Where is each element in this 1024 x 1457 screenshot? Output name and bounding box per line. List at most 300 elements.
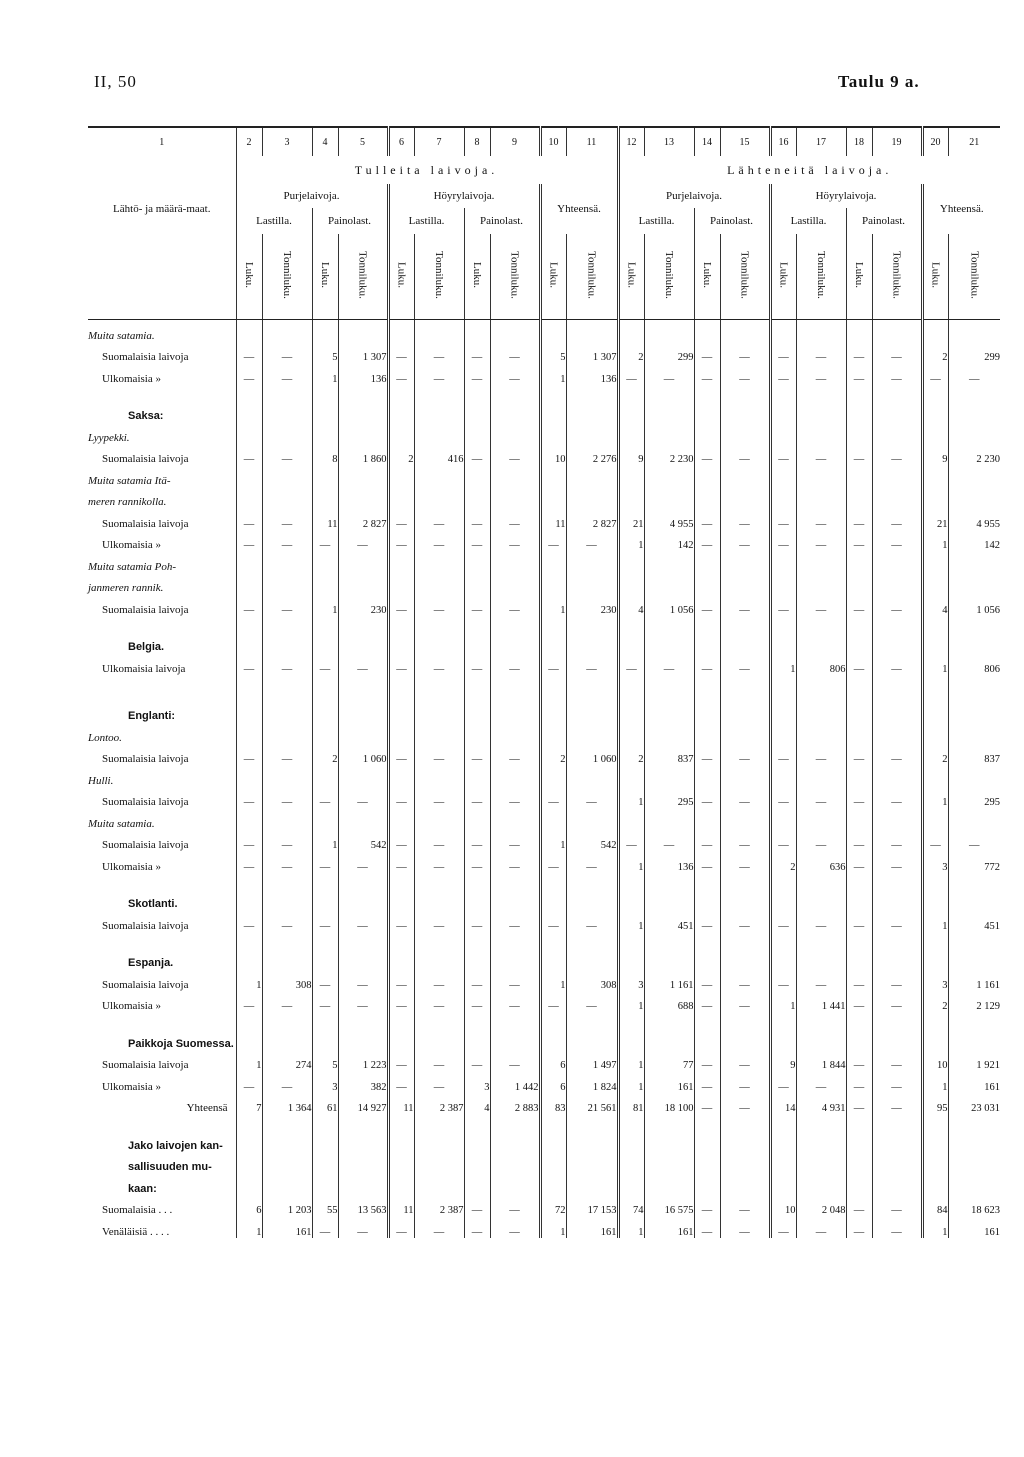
- column-number: 1: [88, 127, 236, 156]
- table-cell: 10: [922, 1050, 948, 1072]
- table-cell: [720, 1173, 770, 1195]
- tonnage-label: Tonniluku.: [508, 251, 521, 299]
- table-cell: —: [236, 594, 262, 616]
- table-cell: [414, 573, 464, 595]
- table-cell: —: [694, 991, 720, 1013]
- table-cell: —: [770, 830, 796, 852]
- table-cell: [948, 873, 1000, 889]
- row-label: Suomalaisia laivoja: [102, 351, 189, 363]
- table-cell: [644, 1114, 694, 1130]
- table-cell: [540, 551, 566, 573]
- table-cell: —: [490, 530, 540, 552]
- table-cell: —: [312, 530, 338, 552]
- table-cell: —: [720, 363, 770, 385]
- row-label: Espanja.: [128, 957, 174, 969]
- heading-row: [88, 1173, 1000, 1195]
- table-cell: [414, 1152, 464, 1174]
- table-row: [88, 1195, 1000, 1217]
- table-cell: [644, 487, 694, 509]
- row-label: Ulkomaisia »: [102, 1080, 161, 1093]
- table-cell: —: [236, 1071, 262, 1093]
- table-cell: —: [694, 1093, 720, 1115]
- table-cell: [312, 401, 338, 423]
- table-cell: —: [872, 969, 922, 991]
- table-cell: [414, 948, 464, 970]
- table-cell: —: [262, 594, 312, 616]
- table-cell: [618, 632, 644, 654]
- row-label: Lyypekki.: [88, 431, 130, 444]
- table-cell: [846, 889, 872, 911]
- table-cell: —: [338, 851, 388, 873]
- table-cell: [872, 932, 922, 948]
- table-cell: [414, 422, 464, 444]
- table-cell: [618, 948, 644, 970]
- table-cell: —: [872, 744, 922, 766]
- table-cell: [566, 675, 618, 701]
- table-cell: [720, 616, 770, 632]
- group-row: [88, 156, 1000, 184]
- row-label: Hulli.: [88, 774, 114, 787]
- table-cell: 74: [618, 1195, 644, 1217]
- table-cell: [846, 1028, 872, 1050]
- table-cell: [948, 385, 1000, 401]
- table-cell: [388, 616, 414, 632]
- heading-row: [88, 1028, 1000, 1050]
- tonnage-label: Tonniluku.: [890, 251, 903, 299]
- table-cell: [720, 551, 770, 573]
- table-cell: 416: [414, 444, 464, 466]
- table-cell: [388, 675, 414, 701]
- table-cell: 4: [618, 594, 644, 616]
- row-label: Suomalaisia laivoja: [102, 603, 189, 616]
- table-cell: —: [388, 787, 414, 809]
- table-cell: —: [414, 363, 464, 385]
- table-cell: [644, 616, 694, 632]
- heading-row: [88, 487, 1000, 509]
- table-cell: [618, 401, 644, 423]
- table-cell: [262, 487, 312, 509]
- table-cell: [312, 385, 338, 401]
- column-number: 20: [922, 127, 948, 156]
- table-cell: —: [872, 1071, 922, 1093]
- spacer-row: [88, 616, 1000, 632]
- table-cell: [618, 1028, 644, 1050]
- heading-row: [88, 320, 1000, 342]
- table-cell: 23 031: [948, 1093, 1000, 1115]
- loaded-header: Lastilla.: [236, 208, 312, 234]
- table-cell: [872, 1028, 922, 1050]
- count-label: Luku.: [243, 262, 255, 288]
- table-cell: —: [846, 530, 872, 552]
- table-cell: —: [846, 444, 872, 466]
- table-cell: [922, 932, 948, 948]
- table-row: [88, 508, 1000, 530]
- table-cell: [338, 948, 388, 970]
- column-number: 15: [720, 127, 770, 156]
- table-cell: [338, 487, 388, 509]
- table-cell: [720, 932, 770, 948]
- table-cell: [922, 1114, 948, 1130]
- table-cell: —: [694, 342, 720, 364]
- column-number: 16: [770, 127, 796, 156]
- table-cell: [922, 1130, 948, 1152]
- table-cell: —: [262, 363, 312, 385]
- table-cell: 5: [312, 342, 338, 364]
- table-cell: [694, 422, 720, 444]
- table-cell: —: [948, 830, 1000, 852]
- table-cell: [236, 932, 262, 948]
- table-cell: 21 561: [566, 1093, 618, 1115]
- table-cell: [464, 1130, 490, 1152]
- table-cell: —: [720, 1071, 770, 1093]
- table-cell: [540, 722, 566, 744]
- table-cell: —: [694, 851, 720, 873]
- table-cell: 14 927: [338, 1093, 388, 1115]
- table-cell: —: [694, 910, 720, 932]
- table-cell: [262, 873, 312, 889]
- table-cell: 1 161: [644, 969, 694, 991]
- table-cell: [388, 1012, 414, 1028]
- table-cell: [694, 765, 720, 787]
- table-cell: [464, 889, 490, 911]
- table-cell: [540, 401, 566, 423]
- row-label: [88, 385, 236, 401]
- table-cell: [720, 808, 770, 830]
- table-cell: —: [720, 744, 770, 766]
- steam-header-arrived: Höyrylaivoja.: [388, 184, 540, 208]
- table-cell: 2 827: [566, 508, 618, 530]
- table-cell: [720, 465, 770, 487]
- table-cell: 142: [644, 530, 694, 552]
- table-cell: [770, 1012, 796, 1028]
- table-cell: [796, 1028, 846, 1050]
- table-cell: [312, 1028, 338, 1050]
- table-cell: [644, 573, 694, 595]
- table-cell: [236, 551, 262, 573]
- table-cell: [872, 701, 922, 723]
- table-cell: [872, 632, 922, 654]
- table-cell: [922, 422, 948, 444]
- table-cell: —: [694, 444, 720, 466]
- table-row: [88, 830, 1000, 852]
- tonnage-header: [566, 234, 618, 320]
- table-cell: —: [770, 363, 796, 385]
- table-cell: [720, 873, 770, 889]
- table-cell: [338, 401, 388, 423]
- table-cell: 1: [312, 363, 338, 385]
- table-cell: —: [644, 653, 694, 675]
- table-cell: —: [618, 830, 644, 852]
- table-cell: [644, 932, 694, 948]
- table-cell: [262, 722, 312, 744]
- table-cell: —: [644, 830, 694, 852]
- table-cell: 1 203: [262, 1195, 312, 1217]
- table-cell: [388, 401, 414, 423]
- table-cell: 11: [388, 1195, 414, 1217]
- table-cell: —: [262, 530, 312, 552]
- statistics-table: [88, 126, 1000, 1238]
- table-cell: —: [236, 830, 262, 852]
- table-cell: [694, 1028, 720, 1050]
- table-cell: —: [490, 444, 540, 466]
- table-cell: [948, 701, 1000, 723]
- table-cell: [846, 573, 872, 595]
- table-cell: [922, 1012, 948, 1028]
- table-cell: [644, 551, 694, 573]
- table-cell: 1 860: [338, 444, 388, 466]
- table-cell: —: [312, 991, 338, 1013]
- tonnage-header: [644, 234, 694, 320]
- table-cell: 9: [770, 1050, 796, 1072]
- table-cell: 2: [618, 744, 644, 766]
- table-cell: [338, 551, 388, 573]
- table-cell: —: [694, 969, 720, 991]
- table-cell: [490, 873, 540, 889]
- table-cell: 1: [922, 787, 948, 809]
- table-cell: [566, 1028, 618, 1050]
- table-cell: 2: [540, 744, 566, 766]
- table-cell: —: [846, 1093, 872, 1115]
- table-cell: [720, 1130, 770, 1152]
- table-cell: —: [490, 1216, 540, 1238]
- table-cell: 1 497: [566, 1050, 618, 1072]
- table-cell: 7: [236, 1093, 262, 1115]
- table-cell: [490, 573, 540, 595]
- table-cell: [312, 573, 338, 595]
- table-cell: [872, 465, 922, 487]
- table-cell: —: [262, 444, 312, 466]
- table-cell: 772: [948, 851, 1000, 873]
- table-cell: 136: [338, 363, 388, 385]
- table-cell: [618, 1012, 644, 1028]
- table-cell: [464, 465, 490, 487]
- table-cell: [770, 948, 796, 970]
- table-cell: [796, 873, 846, 889]
- table-cell: [720, 675, 770, 701]
- table-cell: —: [846, 653, 872, 675]
- tonnage-label: Tonniluku.: [815, 251, 827, 299]
- table-cell: 21: [618, 508, 644, 530]
- table-cell: [872, 422, 922, 444]
- table-cell: —: [846, 363, 872, 385]
- table-cell: [846, 401, 872, 423]
- table-cell: —: [262, 787, 312, 809]
- table-cell: [490, 320, 540, 342]
- table-cell: 299: [948, 342, 1000, 364]
- table-row: [88, 851, 1000, 873]
- table-cell: [338, 675, 388, 701]
- table-cell: [846, 1130, 872, 1152]
- table-cell: 1 844: [796, 1050, 846, 1072]
- heading-row: [88, 551, 1000, 573]
- table-cell: [694, 1130, 720, 1152]
- row-label: [88, 1114, 236, 1130]
- table-cell: [338, 1012, 388, 1028]
- table-cell: [414, 675, 464, 701]
- table-cell: [872, 765, 922, 787]
- table-cell: —: [414, 851, 464, 873]
- table-cell: [770, 1173, 796, 1195]
- table-cell: [846, 465, 872, 487]
- table-cell: —: [846, 342, 872, 364]
- table-cell: 9: [922, 444, 948, 466]
- table-cell: [948, 487, 1000, 509]
- table-cell: [872, 1173, 922, 1195]
- row-label: Paikkoja Suomessa.: [128, 1037, 234, 1050]
- table-cell: [694, 401, 720, 423]
- table-cell: —: [388, 910, 414, 932]
- row-label: Ulkomaisia »: [102, 1000, 161, 1012]
- table-cell: [490, 1114, 540, 1130]
- table-cell: [490, 465, 540, 487]
- table-cell: [540, 1130, 566, 1152]
- table-cell: [540, 1152, 566, 1174]
- table-cell: [948, 1130, 1000, 1152]
- unit-stub: [88, 234, 236, 320]
- column-number: 13: [644, 127, 694, 156]
- row-label: [88, 932, 236, 948]
- table-cell: [872, 487, 922, 509]
- table-cell: [262, 701, 312, 723]
- table-cell: [770, 422, 796, 444]
- row-label: Venäläisiä . . . .: [102, 1225, 170, 1238]
- table-cell: 21: [922, 508, 948, 530]
- table-cell: 81: [618, 1093, 644, 1115]
- table-cell: —: [414, 969, 464, 991]
- table-cell: [566, 1130, 618, 1152]
- table-cell: —: [312, 787, 338, 809]
- column-number: 7: [414, 127, 464, 156]
- tonnage-header: [872, 234, 922, 320]
- table-cell: —: [694, 363, 720, 385]
- table-cell: —: [796, 594, 846, 616]
- table-row: [88, 444, 1000, 466]
- table-cell: [770, 487, 796, 509]
- column-number: 3: [262, 127, 312, 156]
- table-cell: [490, 422, 540, 444]
- table-cell: [922, 948, 948, 970]
- table-cell: [770, 616, 796, 632]
- row-label: Saksa:: [128, 410, 164, 422]
- table-cell: [770, 722, 796, 744]
- table-row: [88, 1071, 1000, 1093]
- table-cell: [312, 873, 338, 889]
- table-cell: 230: [338, 594, 388, 616]
- table-cell: [720, 632, 770, 654]
- table-cell: [236, 808, 262, 830]
- tonnage-label: Tonniluku.: [433, 251, 445, 299]
- table-cell: [566, 873, 618, 889]
- table-cell: [312, 551, 338, 573]
- heading-row: [88, 701, 1000, 723]
- table-cell: [312, 616, 338, 632]
- table-cell: [388, 808, 414, 830]
- table-cell: 3: [922, 851, 948, 873]
- table-cell: 1 442: [490, 1071, 540, 1093]
- count-header: [694, 234, 720, 320]
- table-cell: [948, 320, 1000, 342]
- count-label: Luku.: [777, 262, 790, 288]
- row-label: [88, 616, 236, 632]
- table-cell: —: [720, 444, 770, 466]
- table-cell: [846, 873, 872, 889]
- table-cell: [414, 1114, 464, 1130]
- table-cell: —: [720, 653, 770, 675]
- table-cell: 161: [262, 1216, 312, 1238]
- table-cell: —: [720, 830, 770, 852]
- table-cell: [720, 722, 770, 744]
- tonnage-header: [796, 234, 846, 320]
- tonnage-label: Tonniluku.: [738, 251, 751, 299]
- table-row: [88, 530, 1000, 552]
- count-label: Luku.: [319, 262, 331, 288]
- table-cell: —: [464, 1216, 490, 1238]
- table-cell: [414, 722, 464, 744]
- table-cell: [262, 422, 312, 444]
- table-cell: [948, 1114, 1000, 1130]
- table-cell: 1: [922, 910, 948, 932]
- table-cell: 1 060: [566, 744, 618, 766]
- table-cell: [566, 616, 618, 632]
- table-cell: 1: [236, 969, 262, 991]
- table-cell: —: [490, 830, 540, 852]
- table-cell: [618, 808, 644, 830]
- spacer-row: [88, 385, 1000, 401]
- table-cell: —: [338, 787, 388, 809]
- table-cell: [236, 573, 262, 595]
- table-cell: [796, 948, 846, 970]
- table-cell: —: [464, 653, 490, 675]
- table-cell: [414, 1173, 464, 1195]
- table-cell: [644, 632, 694, 654]
- table-cell: —: [236, 508, 262, 530]
- table-cell: 295: [644, 787, 694, 809]
- spacer-row: [88, 675, 1000, 701]
- table-cell: 1 824: [566, 1071, 618, 1093]
- table-cell: 1: [618, 1071, 644, 1093]
- table-cell: —: [846, 744, 872, 766]
- table-cell: 77: [644, 1050, 694, 1072]
- table-cell: [846, 765, 872, 787]
- table-cell: [262, 616, 312, 632]
- table-cell: [948, 948, 1000, 970]
- table-cell: 1: [618, 1050, 644, 1072]
- tonnage-header: [338, 234, 388, 320]
- table-cell: [846, 1012, 872, 1028]
- table-cell: —: [262, 910, 312, 932]
- table-cell: 5: [540, 342, 566, 364]
- row-label: Ulkomaisia laivoja: [102, 662, 186, 675]
- table-cell: 837: [948, 744, 1000, 766]
- table-cell: —: [720, 1050, 770, 1072]
- table-cell: [540, 320, 566, 342]
- table-cell: 18 100: [644, 1093, 694, 1115]
- table-cell: [414, 320, 464, 342]
- tonnage-header: [262, 234, 312, 320]
- table-cell: [872, 889, 922, 911]
- table-cell: [312, 1173, 338, 1195]
- table-row: [88, 969, 1000, 991]
- table-cell: —: [720, 1195, 770, 1217]
- table-cell: [796, 1012, 846, 1028]
- table-cell: 95: [922, 1093, 948, 1115]
- table-cell: 1: [540, 594, 566, 616]
- table-cell: —: [846, 1195, 872, 1217]
- table-cell: [720, 1152, 770, 1174]
- table-cell: [872, 401, 922, 423]
- table-cell: [694, 616, 720, 632]
- table-cell: —: [720, 851, 770, 873]
